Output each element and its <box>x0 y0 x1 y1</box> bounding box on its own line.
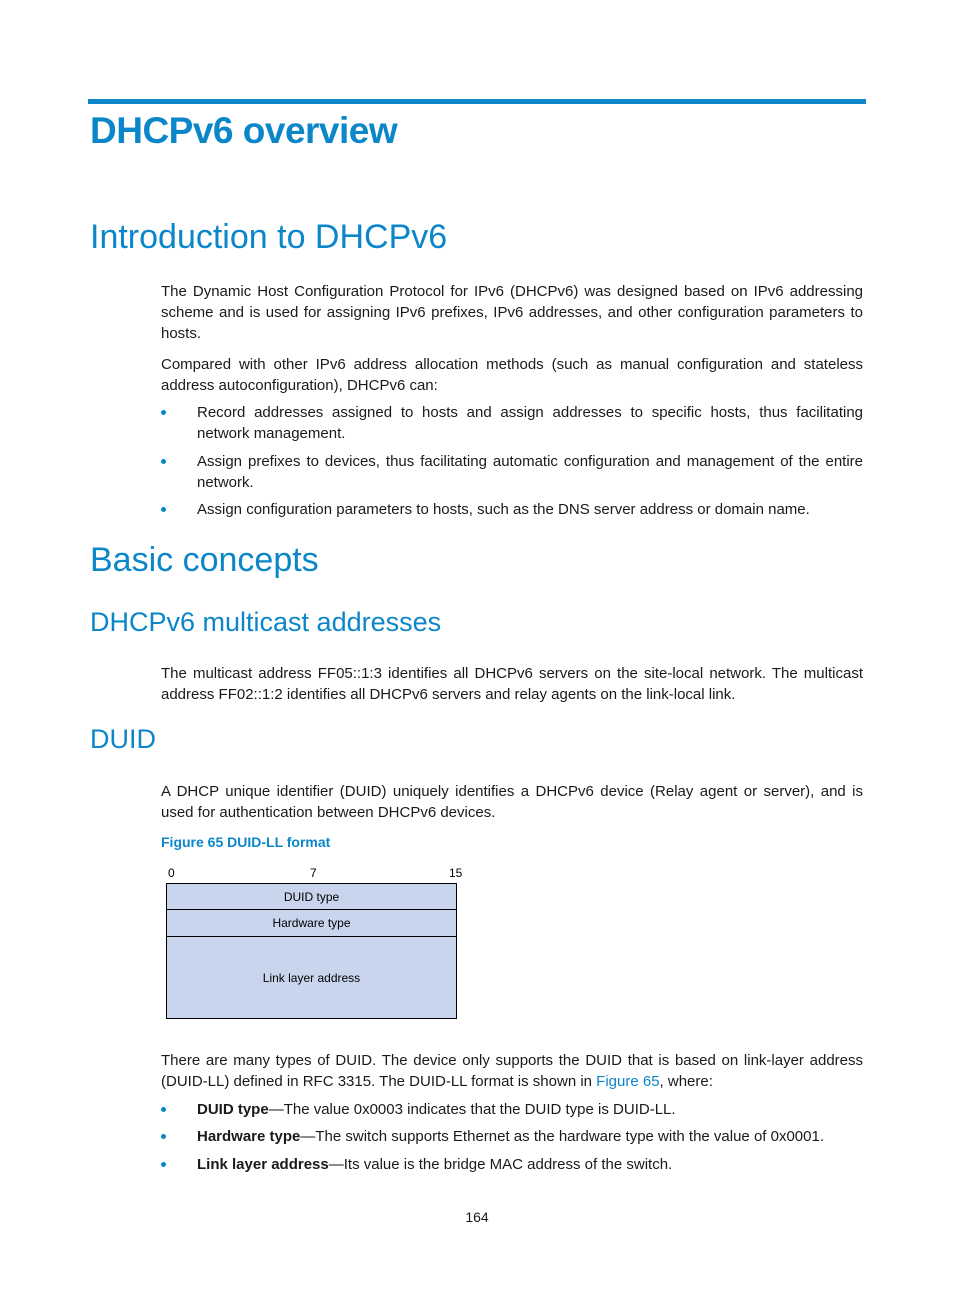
intro-paragraph-1: The Dynamic Host Configuration Protocol for IPv6 (DHCPv6) was designed based on IPv6 addressing scheme and is used for assigning IPv6 prefixes, IPv6 addresses, and other configuration parameters to hosts. <box>161 283 863 342</box>
ruler-label: 15 <box>449 866 463 880</box>
bullet-icon <box>161 410 166 415</box>
bullet-term: Hardware type <box>197 1128 301 1145</box>
duid-paragraph-1: A DHCP unique identifier (DUID) uniquely identifies a DHCPv6 device (Relay agent or server), and is used for authentication between DHCPv6 devices. <box>161 783 863 821</box>
figure-65-link[interactable]: Figure 65 <box>596 1073 660 1090</box>
chapter-rule <box>88 99 866 104</box>
bullet-icon <box>161 1162 166 1167</box>
bullet-text <box>197 1154 863 1175</box>
bullet-desc: —The switch supports Ethernet as the hardware type with the value of 0x0001. <box>300 1128 824 1145</box>
bullet-desc: —Its value is the bridge MAC address of the switch. <box>328 1156 673 1173</box>
heading-introduction: Introduction to DHCPv6 <box>90 218 448 256</box>
ruler-label: 0 <box>168 866 175 880</box>
bullet-text: Record addresses assigned to hosts and assign addresses to specific hosts, thus facilitating network management. <box>197 404 863 442</box>
bullet-text <box>197 1099 863 1120</box>
bullet-icon <box>161 1107 166 1112</box>
multicast-paragraph: The multicast address FF05::1:3 identifies all DHCPv6 servers on the site-local network. The multicast address FF02::1:2 identifies all DHCPv6 servers and relay agents on the link-local link. <box>161 665 863 703</box>
bullet-term: Link layer address <box>197 1156 329 1173</box>
page-number: 164 <box>465 1209 489 1225</box>
bullet-desc: —The value 0x0003 indicates that the DUID type is DUID-LL. <box>268 1101 676 1118</box>
heading-basic-concepts: Basic concepts <box>90 541 319 579</box>
duid-paragraph-2 <box>161 1050 863 1092</box>
ruler-label: 7 <box>310 866 317 880</box>
bullet-text: Assign configuration parameters to hosts, such as the DNS server address or domain name. <box>197 501 810 518</box>
heading-duid: DUID <box>90 724 156 754</box>
figure-caption: Figure 65 DUID-LL format <box>161 834 331 850</box>
heading-multicast: DHCPv6 multicast addresses <box>90 607 442 637</box>
bullet-term: DUID type <box>197 1101 269 1118</box>
intro-paragraph-2: Compared with other IPv6 address allocation methods (such as manual configuration and stateless address autoconfiguration), DHCPv6 can: <box>161 356 863 394</box>
paragraph-text: , where: <box>659 1073 713 1090</box>
bullet-icon <box>161 507 166 512</box>
bullet-icon <box>161 459 166 464</box>
bullet-text <box>197 1126 863 1147</box>
bullet-icon <box>161 1134 166 1139</box>
chapter-title: DHCPv6 overview <box>90 110 398 151</box>
field-duid-type: DUID type <box>166 883 457 910</box>
field-hardware-type: Hardware type <box>166 909 457 937</box>
field-link-layer-address: Link layer address <box>166 936 457 1019</box>
bullet-text: Assign prefixes to devices, thus facilitating automatic configuration and management of the entire network. <box>197 453 863 491</box>
paragraph-text: There are many types of DUID. The device only supports the DUID that is based on link-layer address (DUID-LL) defined in RFC 3315. The DUID-LL format is shown in <box>161 1052 863 1090</box>
